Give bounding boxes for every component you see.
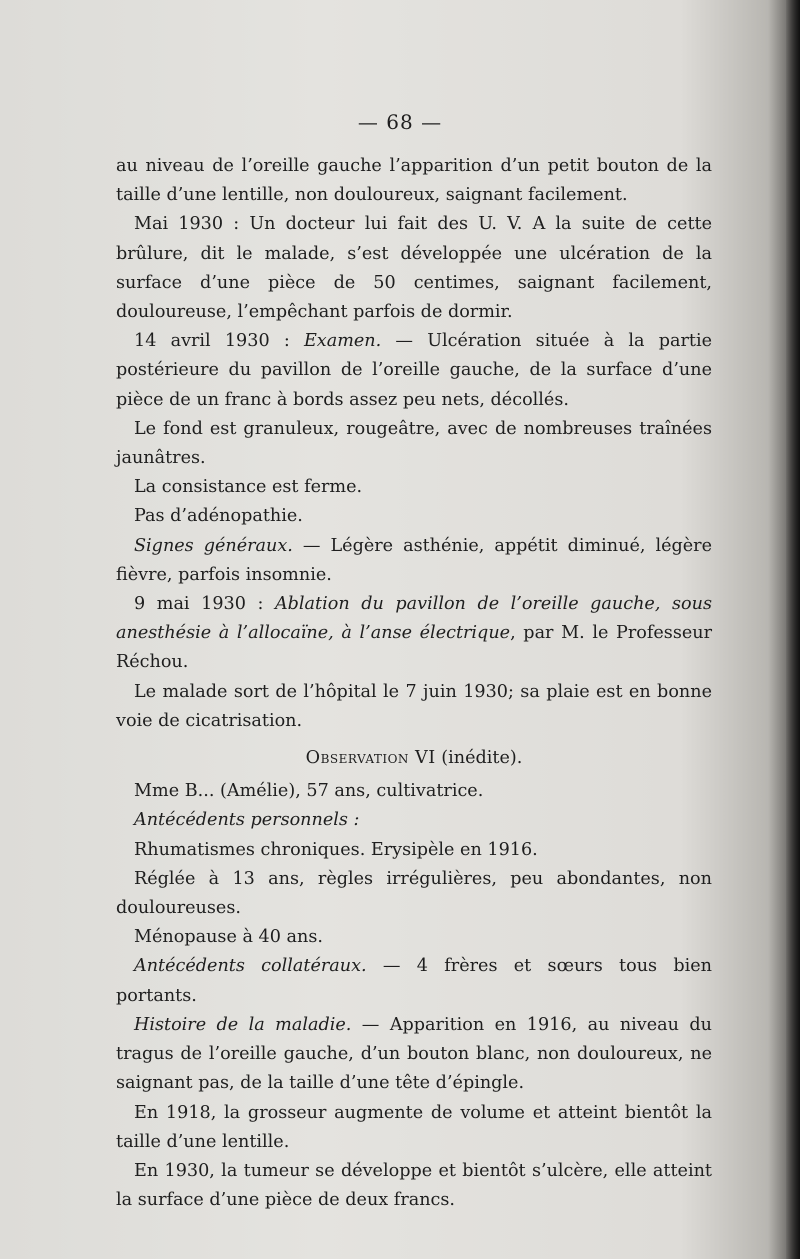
text-run: Ménopause à 40 ans. bbox=[134, 927, 323, 948]
italic-text: Examen. bbox=[303, 331, 382, 352]
section-heading bbox=[116, 744, 712, 773]
text-run: — 4 frères et sœurs tous bien portants. bbox=[116, 956, 712, 1006]
italic-text: Antécédents collatéraux. bbox=[134, 956, 367, 977]
paragraph bbox=[116, 923, 712, 952]
text-run: Rhumatismes chroniques. Erysipèle en 1916. bbox=[134, 839, 538, 860]
text-run: Mme B... (Amélie), 57 ans, cultivatrice. bbox=[134, 781, 484, 802]
text-run: Mai 1930 : Un docteur lui fait des U. V. A la suite de cette brûlure, dit le malade, s’est développée une ulcération de la surface d’une pièce de 50 centimes, saignant facilement, douloureuse, l’empêchant parfois de dormir. bbox=[116, 214, 712, 323]
paragraph bbox=[116, 590, 712, 678]
body-text bbox=[116, 152, 712, 1215]
text-run: — Légère asthénie, appétit diminué, légère fièvre, parfois insomnie. bbox=[116, 535, 712, 585]
paragraph bbox=[116, 532, 712, 590]
text-run: Le fond est granuleux, rougeâtre, avec de nombreuses traînées jaunâtres. bbox=[116, 418, 712, 469]
paragraph bbox=[116, 678, 712, 736]
page-number: — 68 — bbox=[357, 110, 443, 134]
paragraph bbox=[116, 1099, 712, 1157]
small-caps-text: Observation VI bbox=[305, 748, 436, 769]
text-run: — Ulcération située à la partie postérieure du pavillon de l’oreille gauche, de la surface d’une pièce de un franc à bords assez peu nets, décollés. bbox=[116, 331, 712, 410]
italic-text: Signes généraux. bbox=[134, 535, 293, 556]
paragraph bbox=[116, 415, 712, 473]
paragraph bbox=[116, 152, 712, 210]
text-run: En 1930, la tumeur se développe et bientôt s’ulcère, elle atteint la surface d’une pièce de deux francs. bbox=[116, 1160, 712, 1211]
paragraph bbox=[116, 777, 712, 806]
paragraph bbox=[116, 836, 712, 865]
text-run: La consistance est ferme. bbox=[134, 477, 363, 498]
paragraph bbox=[116, 210, 712, 327]
italic-text: Ablation du pavillon de l’oreille gauche, sous anesthésie à l’allocaïne, à l’anse électrique bbox=[116, 594, 712, 644]
text-run: — Apparition en 1916, au niveau du tragus de l’oreille gauche, d’un bouton blanc, non douloureux, ne saignant pas, de la taille d’une tête d’épingle. bbox=[116, 1014, 712, 1094]
text-run: Réglée à 13 ans, règles irrégulières, peu abondantes, non douloureuses. bbox=[116, 868, 712, 919]
text-run: (inédite). bbox=[435, 748, 523, 769]
paragraph bbox=[116, 502, 712, 531]
paragraph bbox=[116, 806, 712, 835]
paragraph bbox=[116, 865, 712, 923]
italic-text: Antécédents personnels : bbox=[134, 810, 360, 831]
text-run: , par M. le Professeur Réchou. bbox=[116, 623, 713, 673]
text-run: au niveau de l’oreille gauche l’apparition d’un petit bouton de la taille d’une lentille, non douloureux, saignant facilement. bbox=[116, 156, 712, 206]
paragraph bbox=[116, 327, 712, 415]
text-run: Le malade sort de l’hôpital le 7 juin 1930; sa plaie est en bonne voie de cicatrisation. bbox=[116, 681, 712, 731]
text-run: 9 mai 1930 : bbox=[134, 594, 275, 615]
paragraph bbox=[116, 952, 712, 1010]
paragraph bbox=[116, 1157, 712, 1215]
text-run: 14 avril 1930 : bbox=[134, 331, 304, 352]
page-edge-shadow bbox=[786, 0, 800, 1259]
italic-text: Histoire de la maladie. bbox=[134, 1014, 352, 1035]
text-run: Pas d’adénopathie. bbox=[134, 506, 303, 527]
paragraph bbox=[116, 1011, 712, 1099]
paragraph bbox=[116, 473, 712, 502]
text-run: En 1918, la grosseur augmente de volume et atteint bientôt la taille d’une lentille. bbox=[116, 1102, 712, 1152]
